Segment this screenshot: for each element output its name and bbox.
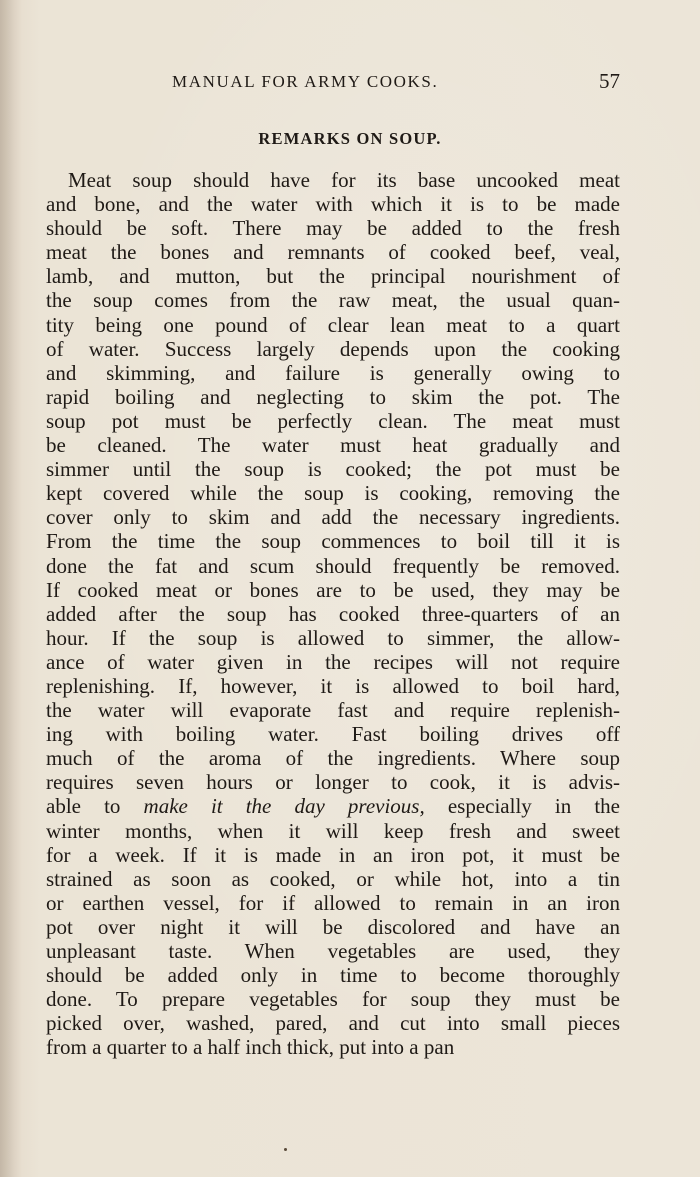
text-line: and bone, and the water with which it is to be made (46, 192, 620, 217)
page-gutter-shadow (0, 0, 22, 1177)
text-line: ing with boiling water. Fast boiling drives off (46, 722, 620, 747)
text-line: should be added only in time to become thoroughly (46, 963, 620, 988)
text-line: ance of water given in the recipes will not require (46, 649, 620, 674)
text-line: winter months, when it will keep fresh and sweet (46, 818, 620, 843)
text-line: hour. If the soup is allowed to simmer, the allow- (46, 625, 620, 650)
text-line: should be soft. There may be added to the fresh (46, 216, 620, 241)
line-text-before: able to (46, 794, 144, 819)
body-paragraph (46, 168, 620, 1059)
text-line: done. To prepare vegetables for soup they must be (46, 987, 620, 1012)
text-line: simmer until the soup is cooked; the pot must be (46, 457, 620, 482)
text-line: added after the soup has cooked three-quarters of an (46, 601, 620, 626)
text-line: cover only to skim and add the necessary ingredients. (46, 505, 620, 530)
page-speck (284, 1148, 287, 1151)
text-line: tity being one pound of clear lean meat to a quart (46, 312, 620, 337)
section-title: REMARKS ON SOUP. (258, 129, 442, 148)
text-line: much of the aroma of the ingredients. Where soup (46, 746, 620, 771)
text-line: requires seven hours or longer to cook, it is advis- (46, 770, 620, 795)
text-line: the water will evaporate fast and require replenish- (46, 698, 620, 723)
text-line: From the time the soup commences to boil till it is (46, 529, 620, 554)
text-line: from a quarter to a half inch thick, put into a pan (46, 1035, 455, 1060)
text-line: unpleasant taste. When vegetables are used, they (46, 939, 620, 963)
text-line: soup pot must be perfectly clean. The meat must (46, 408, 620, 433)
text-line: picked over, washed, pared, and cut into small pieces (46, 1011, 620, 1036)
text-line: replenishing. If, however, it is allowed to boil hard, (46, 673, 620, 698)
text-line: or earthen vessel, for if allowed to remain in an iron (46, 890, 620, 915)
text-line: and skimming, and failure is generally owing to (46, 360, 620, 385)
text-line: done the fat and scum should frequently be removed. (46, 553, 620, 578)
text-line: meat the bones and remnants of cooked beef, veal, (46, 240, 620, 265)
text-line: Meat soup should have for its base uncooked meat (68, 168, 620, 192)
line-text-after: especially in the (424, 794, 620, 819)
text-line: pot over night it will be discolored and have an (46, 914, 620, 939)
text-line: the soup comes from the raw meat, the usual quan- (46, 288, 620, 313)
text-line: rapid boiling and neglecting to skim the pot. The (46, 384, 620, 409)
page-header (48, 69, 622, 96)
text-line: kept covered while the soup is cooking, removing the (46, 481, 620, 506)
text-line-with-italic (46, 794, 620, 818)
text-line: lamb, and mutton, but the principal nourishment of (46, 264, 620, 289)
text-line: of water. Success largely depends upon the cooking (46, 336, 620, 361)
text-line: for a week. If it is made in an iron pot, it must be (46, 842, 620, 867)
text-line: strained as soon as cooked, or while hot, into a tin (46, 866, 620, 891)
italic-phrase: make it the day previous, (143, 794, 425, 819)
running-head: MANUAL FOR ARMY COOKS. (172, 72, 439, 91)
page-number: 57 (599, 69, 620, 93)
text-line: be cleaned. The water must heat gradually and (46, 433, 620, 458)
text-line: If cooked meat or bones are to be used, they may be (46, 577, 620, 602)
